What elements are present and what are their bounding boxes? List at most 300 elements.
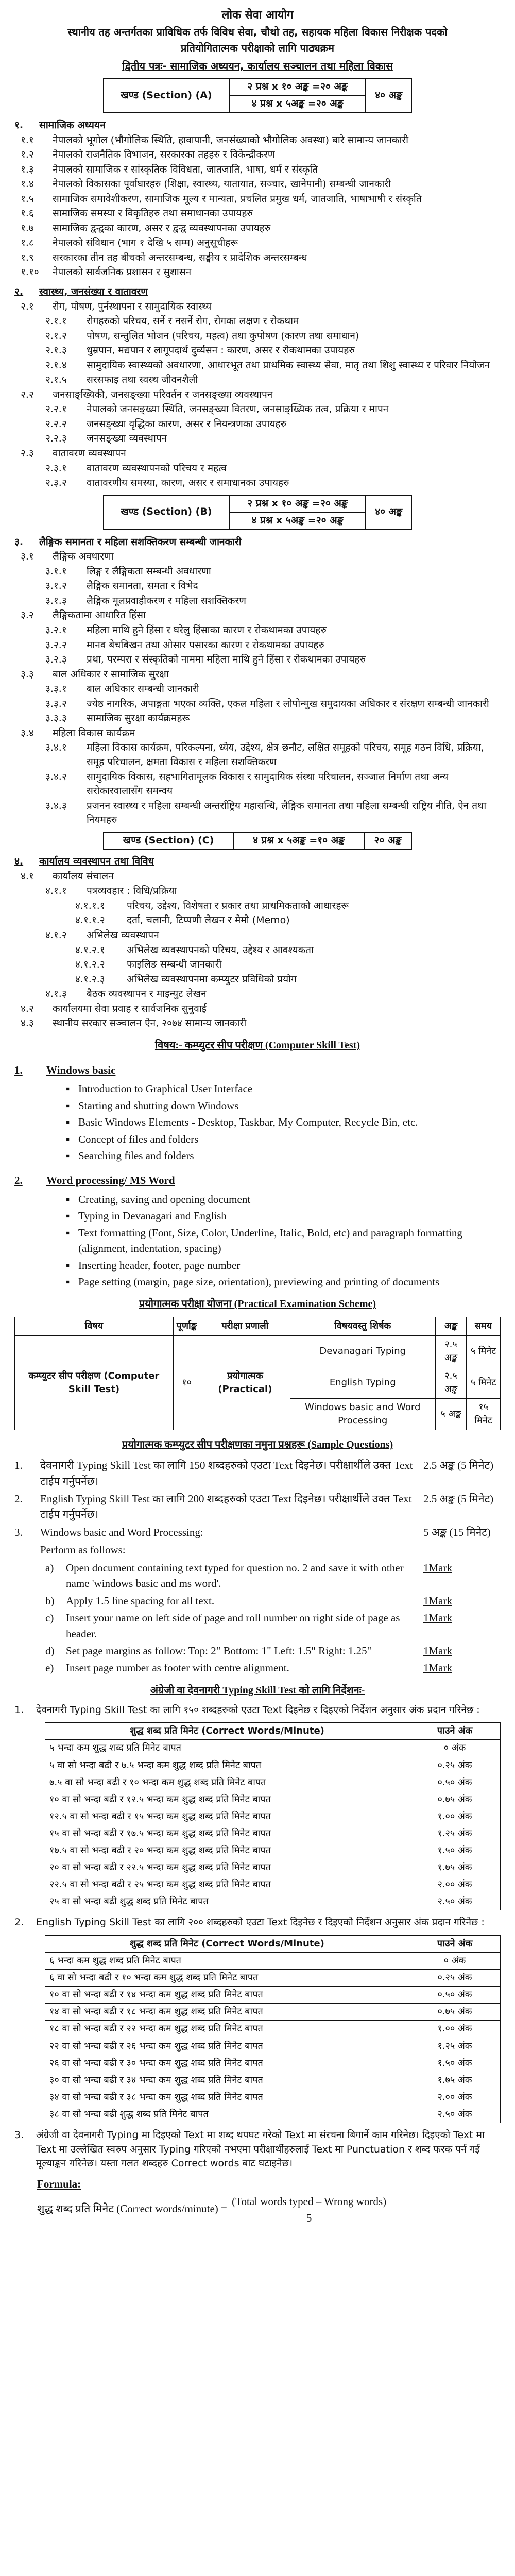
section-b-table: [103, 495, 412, 530]
wpm-range: ६ भन्दा कम शुद्ध शब्द प्रति मिनेट बापत: [45, 1953, 409, 1970]
sub-marks: 1Mark: [423, 1644, 452, 1657]
topic-item: [14, 899, 501, 913]
topic-text: लैङ्गिक अवधारणा: [53, 551, 114, 563]
topic-text: सामुदायिक विकास, सहभागितामूलक विकास र सामुदायिक संस्था परिचालन, सञ्जाल निर्माण तथा अन्य सरोकारवालासँग समन्वय: [87, 771, 449, 797]
topic-list-part-2: [14, 535, 501, 827]
sub-marks: 1Mark: [423, 1561, 452, 1574]
section-b-total: ४० अङ्क: [366, 495, 411, 530]
topic-item: [14, 884, 501, 899]
topic-number: ४.१.२.२: [75, 959, 105, 971]
devanagari-intro: [14, 1703, 501, 1718]
topic-item: [14, 870, 501, 884]
scheme-header: समय: [467, 1317, 501, 1335]
topic-item: [14, 285, 501, 299]
topic-number: ३.४.२: [45, 771, 67, 783]
topic-number: ३.२.३: [45, 654, 67, 666]
topic-number: ४.१.३: [45, 988, 67, 1000]
question-number: 2.: [14, 1493, 23, 1505]
topic-number: १.८: [21, 237, 34, 249]
para-text: देवनागरी Typing Skill Test का लागि १५० शब्दहरुको एउटा Text दिइनेछ र दिइएको निर्देशन अनुसार अंक प्रदान गरिनेछ :: [36, 1704, 480, 1716]
header-line-2: प्रतियोगितात्मक परीक्षाको लागि पाठ्यक्रम: [181, 41, 334, 54]
wpm-marks: ० अंक: [409, 1953, 501, 1970]
wpm-marks: १.५० अंक: [409, 2055, 501, 2072]
topic-item: [14, 476, 501, 490]
topic-item: [14, 300, 501, 314]
topic-text: अभिलेख व्यवस्थापनको परिचय, उद्देश्य र आवश्यकता: [127, 944, 314, 956]
table-row: [45, 2089, 501, 2106]
wpm-range: १५ वा सो भन्दा बढी र १७.५ भन्दा कम शुद्ध शब्द प्रति मिनेट बापत: [45, 1825, 409, 1842]
topic-text: बाल अधिकार सम्बन्धी जानकारी: [87, 683, 199, 695]
wpm-marks: १.०० अंक: [409, 2021, 501, 2038]
topic-text: वातावरणीय समस्या, कारण, असर र समाधानका उपायहरु: [87, 477, 289, 489]
topic-text: सामाजिक समस्या र विकृतिहरु तथा समाधानका उपायहरु: [53, 208, 253, 219]
scheme-header: परीक्षा प्रणाली: [200, 1317, 290, 1335]
question-text: देवनागरी Typing Skill Test का लागि 150 शब्दहरुको एउटा Text दिइनेछ। परीक्षार्थीले उक्त Text टाईप गर्नुपर्नेछ।: [40, 1459, 413, 1487]
section-a-row1: २ प्रश्न x १० अङ्क =२० अङ्क: [229, 78, 366, 96]
wpm-range: २५ वा सो भन्दा बढी शुद्ध शब्द प्रति मिनेट बापत: [45, 1893, 409, 1910]
final-paragraph: [14, 2128, 501, 2171]
topic-text: कार्यालय व्यवस्थापन तथा विविध: [39, 856, 154, 868]
topic-item: [14, 770, 501, 799]
topic-item: [14, 973, 501, 987]
topic-item: [14, 682, 501, 697]
topic-number: ४.१: [21, 870, 34, 882]
section-number: 1.: [14, 1063, 23, 1076]
topic-text: वातावरण व्यवस्थापन: [53, 448, 126, 460]
formula-label: Formula:: [37, 2177, 81, 2190]
topic-list-part-3: [14, 855, 501, 1031]
wpm-range: २६ वा सो भन्दा बढी र ३० भन्दा कम शुद्ध शब्द प्रति मिनेट बापत: [45, 2055, 409, 2072]
topic-text: ज्येष्ठ नागरिक, अपाङ्गता भएका व्यक्ति, एकल महिला र लोपोन्मुख समुदायका अधिकार र संरक्षण सम्बन्धी जानकारी: [87, 698, 489, 709]
para-text: English Typing Skill Test का लागि २०० शब्दहरुको एउटा Text दिइनेछ र दिइएको निर्देशन अनुसार अंक प्रदान गरिनेछ :: [36, 1917, 485, 1928]
wpm-range: २२ वा सो भन्दा बढी र २६ भन्दा कम शुद्ध शब्द प्रति मिनेट बापत: [45, 2038, 409, 2055]
topic-item: [14, 417, 501, 432]
english-wpm-table: [45, 1935, 501, 2123]
topic-text: जनसङ्ख्या व्यवस्थापन: [87, 433, 167, 445]
topic-item: [14, 118, 501, 133]
scheme-time: १५ मिनेट: [467, 1398, 501, 1430]
table-row: [45, 1842, 501, 1859]
topic-item: [14, 987, 501, 1002]
topic-item: [14, 855, 501, 869]
wpm-range: २० वा सो भन्दा बढी र २२.५ भन्दा कम शुद्ध शब्द प्रति मिनेट बापत: [45, 1859, 409, 1876]
topic-item: [14, 177, 501, 192]
topic-text: मानव बेचबिखन तथा ओसार पसारका कारण र रोकथामका उपायहरु: [87, 639, 324, 651]
scheme-subject: कम्प्युटर सीप परीक्षण (Computer Skill Test): [15, 1335, 174, 1430]
computer-section-heading: [14, 1173, 501, 1188]
header-line-1: स्थानीय तह अन्तर्गतका प्राविधिक तर्फ विविध सेवा, चौथो तह, सहायक महिला विकास निरीक्षक पदको: [67, 25, 448, 38]
question-marks: 2.5 अङ्क (5 मिनेट): [423, 1459, 494, 1472]
topic-number: २.१.३: [45, 345, 67, 357]
wpm-range: ५ वा सो भन्दा बढी र ७.५ भन्दा कम शुद्ध शब्द प्रति मिनेट बापत: [45, 1757, 409, 1774]
topic-number: १.५: [21, 193, 34, 205]
topic-text: सामाजिक द्वन्द्वका कारण, असर र द्वन्द्व व्यवस्थापनका उपायहरु: [53, 222, 271, 234]
question-text: English Typing Skill Test का लागि 200 शब्दहरुको एउटा Text दिइनेछ। परीक्षार्थीले उक्त Text टाईप गर्नुपर्नेछ।: [40, 1493, 412, 1521]
topic-number: २.३.२: [45, 477, 67, 489]
topic-number: १.१०: [21, 266, 39, 278]
wpm-range: ३८ वा सो भन्दा बढी शुद्ध शब्द प्रति मिनेट बापत: [45, 2106, 409, 2123]
section-c-table: [103, 832, 412, 850]
bullet-item: ▪ Starting and shutting down Windows: [66, 1098, 501, 1113]
bullet-list: [66, 1081, 501, 1163]
sub-question: [45, 1560, 501, 1591]
topic-number: २.२: [21, 388, 34, 400]
topic-item: [14, 697, 501, 711]
section-a-table: [103, 78, 412, 113]
topic-item: [14, 373, 501, 387]
topic-number: २.: [14, 286, 24, 297]
table-row: [45, 1825, 501, 1842]
topic-number: ३.२.२: [45, 639, 67, 651]
topic-number: १.: [14, 119, 24, 131]
bullet-item: ▪ Concept of files and folders: [66, 1131, 501, 1147]
sub-question: [45, 1643, 501, 1658]
english-intro: [14, 1916, 501, 1930]
scheme-topic: Windows basic and Word Processing: [290, 1398, 435, 1430]
topic-number: ४.२: [21, 1003, 34, 1014]
computer-skill-title: विषय:- कम्प्युटर सीप परीक्षण (Computer Skill Test): [154, 1039, 360, 1051]
topic-text: स्थानीय सरकार सञ्चालन ऐन, २०७४ सामान्य जानकारी: [53, 1018, 247, 1029]
table-row: [45, 1774, 501, 1791]
scheme-header: विषय: [15, 1317, 174, 1335]
org-title: लोक सेवा आयोग: [221, 9, 294, 22]
topic-text: प्रजनन स्वास्थ्य र महिला सम्बन्धी अन्तर्राष्ट्रिय महासन्धि, लैङ्गिक समानता तथा महिला सम्बन्धी राष्ट्रिय नीति, ऐन तथा नियमहरु: [87, 800, 487, 826]
table-row: [45, 1808, 501, 1825]
topic-item: [14, 550, 501, 564]
topic-text: नेपालको भूगोल (भौगोलिक स्थिति, हावापानी, जनसंख्याको भौगोलिक अवस्था) बारे सामान्य जानकारी: [53, 134, 409, 146]
wpm-header: पाउने अंक: [409, 1723, 501, 1740]
topic-item: [14, 462, 501, 476]
wpm-marks: ०.२५ अंक: [409, 1757, 501, 1774]
wpm-range: १२.५ वा सो भन्दा बढी र १५ भन्दा कम शुद्ध शब्द प्रति मिनेट बापत: [45, 1808, 409, 1825]
topic-text: जनसाङ्ख्यिकी, जनसङ्ख्या परिवर्तन र जनसङ्ख्या व्यवस्थापन: [53, 388, 273, 400]
sub-text: Apply 1.5 line spacing for all text.: [66, 1594, 215, 1607]
sub-text: Insert page number as footer with centre alignment.: [66, 1662, 289, 1674]
wpm-marks: १.२५ अंक: [409, 2038, 501, 2055]
topic-number: ३.३.१: [45, 683, 67, 695]
wpm-range: २२.५ वा सो भन्दा बढी र २५ भन्दा कम शुद्ध शब्द प्रति मिनेट बापत: [45, 1876, 409, 1893]
para-number: 2.: [14, 1917, 24, 1928]
bullet-item: ▪ Introduction to Graphical User Interface: [66, 1081, 501, 1096]
topic-number: १.४: [21, 178, 34, 190]
scheme-marks: ५ अङ्क: [435, 1398, 467, 1430]
topic-text: रोग, पोषण, पुर्नस्थापना र सामुदायिक स्वास्थ्य: [53, 300, 212, 312]
topic-text: स्वास्थ्य, जनसंख्या र वातावरण: [39, 286, 148, 297]
table-row: [45, 1893, 501, 1910]
sub-number: d): [45, 1644, 55, 1657]
scheme-header: विषयवस्तु शिर्षक: [290, 1317, 435, 1335]
topic-text: लिङ्ग र लैङ्गिकता सम्बन्धी अवधारणा: [87, 565, 211, 577]
wpm-marks: १.०० अंक: [409, 1808, 501, 1825]
wpm-range: १० वा सो भन्दा बढी र १२.५ भन्दा कम शुद्ध शब्द प्रति मिनेट बापत: [45, 1791, 409, 1808]
wpm-range: १८ वा सो भन्दा बढी र २२ भन्दा कम शुद्ध शब्द प्रति मिनेट बापत: [45, 2021, 409, 2038]
wpm-marks: ०.५० अंक: [409, 1987, 501, 2004]
topic-number: २.२.२: [45, 418, 67, 430]
formula-block: [37, 2176, 501, 2226]
topic-text: पत्रव्यवहार : विधि/प्रक्रिया: [87, 885, 177, 897]
wpm-marks: ०.५० अंक: [409, 1774, 501, 1791]
sub-marks: 1Mark: [423, 1594, 452, 1607]
topic-number: ४.१.१: [45, 885, 67, 897]
topic-text: कार्यालय संचालन: [53, 870, 114, 882]
topic-number: ३.१.१: [45, 565, 67, 577]
topic-number: ४.१.२: [45, 929, 67, 941]
topic-item: [14, 653, 501, 667]
sub-marks: 1Mark: [423, 1662, 452, 1674]
topic-item: [14, 726, 501, 741]
topic-item: [14, 402, 501, 417]
topic-number: ३.४.१: [45, 742, 67, 754]
topic-item: [14, 251, 501, 265]
question-marks: 2.5 अङ्क (5 मिनेट): [423, 1493, 494, 1505]
topic-number: १.१: [21, 134, 34, 146]
table-row: [45, 1970, 501, 1987]
topic-item: [14, 928, 501, 943]
topic-number: ३.३: [21, 668, 34, 680]
computer-skill-sections: [14, 1062, 501, 1290]
scheme-marks: २.५ अङ्क: [435, 1335, 467, 1367]
topic-text: सामुदायिक स्वास्थ्यको अवधारणा, आधारभूत तथा प्राथमिक स्वास्थ्य सेवा, मातृ तथा शिशु स्वास्थ्य र परिवार नियोजन: [87, 359, 490, 371]
topic-number: २.१: [21, 300, 34, 312]
topic-text: नेपालको राजनैतिक विभाजन, सरकारका तहहरु र विकेन्द्रीकरण: [53, 149, 275, 161]
topic-text: बाल अधिकार र सामाजिक सुरक्षा: [53, 668, 169, 680]
topic-item: [14, 579, 501, 594]
section-title: Word processing/ MS Word: [46, 1174, 175, 1187]
topic-text: दर्ता, चलानी, टिप्पणी लेखन र मेमो (Memo): [127, 914, 290, 926]
topic-item: [14, 1002, 501, 1016]
table-row: [45, 2021, 501, 2038]
topic-text: नेपालको संविधान (भाग १ देखि ५ सम्म) अनुसूचीहरू: [53, 237, 238, 249]
topic-number: ३.४.३: [45, 800, 67, 811]
sample-title: प्रयोगात्मक कम्प्युटर सीप परीक्षणका नमुना प्रश्नहरू (Sample Questions): [122, 1439, 393, 1451]
sample-question-1: [14, 1458, 501, 1489]
sub-number: e): [45, 1662, 54, 1674]
topic-number: ४.१.१.२: [75, 914, 105, 926]
sub-text: Set page margins as follow: Top: 2" Bottom: 1" Left: 1.5" Right: 1.25": [66, 1644, 372, 1657]
topic-item: [14, 222, 501, 236]
sub-text: Open document containing text typed for question no. 2 and save it with other name 'windows basic and ms word'.: [66, 1561, 404, 1590]
topic-number: २.१.४: [45, 359, 67, 371]
topic-text: सरकारका तीन तह बीचको अन्तरसम्बन्ध, सङ्घीय र प्रादेशिक अन्तरसम्बन्ध: [53, 251, 307, 263]
scheme-title: प्रयोगात्मक परीक्षा योजना (Practical Examination Scheme): [139, 1298, 376, 1310]
topic-number: ३.२.१: [45, 624, 67, 636]
topic-item: [14, 668, 501, 682]
topic-number: ३.१.३: [45, 595, 67, 606]
table-row: [45, 2004, 501, 2021]
sample-question-3: [14, 1524, 501, 1540]
section-a-row2: ४ प्रश्न x ५अङ्क =२० अङ्क: [229, 95, 366, 113]
topic-number: ३.४: [21, 727, 34, 739]
topic-text: वातावरण व्यवस्थापनको परिचय र महत्व: [87, 462, 227, 474]
wpm-marks: १.७५ अंक: [409, 1859, 501, 1876]
scheme-full-marks: १०: [173, 1335, 200, 1430]
topic-text: प्रथा, परम्परा र संस्कृतिको नाममा महिला माथि हुने हिंसा र रोकथामका उपायहरु: [87, 654, 366, 666]
section-c-row1: ४ प्रश्न x ५अङ्क =१० अङ्क: [233, 832, 364, 850]
topic-text: महिला विकास कार्यक्रम: [53, 727, 135, 739]
wpm-marks: २.५० अंक: [409, 2106, 501, 2123]
wpm-range: ५ भन्दा कम शुद्ध शब्द प्रति मिनेट बापत: [45, 1740, 409, 1757]
topic-text: नेपालको विकासका पूर्वाधारहरु (शिक्षा, स्वास्थ्य, यातायात, सञ्चार, खानेपानी) सम्बन्धी जानकारी: [53, 178, 391, 190]
topic-number: २.३.१: [45, 462, 67, 474]
wpm-marks: २.०० अंक: [409, 1876, 501, 1893]
scheme-topic: English Typing: [290, 1367, 435, 1398]
topic-number: ४.१.१.१: [75, 900, 105, 911]
scheme-marks: २.५ अङ्क: [435, 1367, 467, 1398]
topic-item: [14, 344, 501, 358]
wpm-marks: २.०० अंक: [409, 2089, 501, 2106]
table-row: [45, 1740, 501, 1757]
topic-text: कार्यालयमा सेवा प्रवाह र सार्वजनिक सुनुवाई: [53, 1003, 207, 1014]
wpm-marks: ० अंक: [409, 1740, 501, 1757]
topic-item: [14, 447, 501, 461]
sub-number: a): [45, 1561, 54, 1574]
bullet-item: ▪ Text formatting (Font, Size, Color, Underline, Italic, Bold, etc) and paragraph formatting (alignment, indentation, spacing): [66, 1225, 501, 1257]
section-title: Windows basic: [46, 1063, 116, 1076]
devanagari-wpm-table: [45, 1722, 501, 1910]
wpm-marks: १.७५ अंक: [409, 2072, 501, 2089]
table-row: [45, 1987, 501, 2004]
para-number: 1.: [14, 1704, 24, 1716]
topic-number: ४.: [14, 856, 24, 868]
topic-text: फाइलिङ सम्बन्धी जानकारी: [127, 959, 222, 971]
section-a-label: खण्ड (Section) (A): [104, 78, 229, 113]
topic-text: परिचय, उद्देश्य, विशेषता र प्रकार तथा प्राथमिकताको आधारहरू: [127, 900, 349, 911]
wpm-marks: ०.७५ अंक: [409, 2004, 501, 2021]
scheme-system: प्रयोगात्मक (Practical): [200, 1335, 290, 1430]
scheme-time: ५ मिनेट: [467, 1335, 501, 1367]
formula-lhs: शुद्ध शब्द प्रति मिनेट (Correct words/minute) =: [37, 2202, 227, 2215]
topic-number: १.९: [21, 251, 34, 263]
topic-text: सामाजिक समावेशीकरण, सामाजिक मूल्य र मान्यता, प्रचलित प्रमुख धर्म, जातजाति, भाषाभाषी र संस्कृति: [53, 193, 422, 205]
topic-item: [14, 943, 501, 958]
topic-number: ३.१.२: [45, 580, 67, 592]
formula-numerator: (Total words typed – Wrong words): [230, 2194, 388, 2210]
sub-number: c): [45, 1612, 54, 1624]
wpm-marks: १.२५ अंक: [409, 1825, 501, 1842]
topic-number: ३.१: [21, 551, 34, 563]
section-c-label: खण्ड (Section) (C): [104, 832, 233, 850]
topic-item: [14, 799, 501, 827]
topic-text: सामाजिक सुरक्षा कार्यक्रमहरू: [87, 713, 190, 724]
bullet-item: ▪ Typing in Devanagari and English: [66, 1208, 501, 1224]
topic-text: नेपालको सार्वजनिक प्रशासन र सुशासन: [53, 266, 192, 278]
question-marks: 5 अङ्क (15 मिनेट): [423, 1526, 491, 1538]
scheme-header: अङ्क: [435, 1317, 467, 1335]
bullet-item: ▪ Page setting (margin, page size, orientation), previewing and printing of documents: [66, 1274, 501, 1290]
topic-item: [14, 594, 501, 608]
topic-number: २.२.१: [45, 403, 67, 415]
topic-number: ३.: [14, 536, 24, 548]
question-number: 1.: [14, 1459, 23, 1472]
question-text: Windows basic and Word Processing:: [40, 1526, 203, 1538]
topic-text: लैङ्गिक समानता, समता र विभेद: [87, 580, 198, 592]
sub-question: [45, 1593, 501, 1608]
section-b-row2: ४ प्रश्न x ५अङ्क =२० अङ्क: [229, 512, 366, 530]
topic-number: १.६: [21, 208, 34, 219]
formula-denominator: 5: [306, 2211, 312, 2224]
computer-section-heading: [14, 1062, 501, 1078]
wpm-range: ३४ वा सो भन्दा बढी र ३८ भन्दा कम शुद्ध शब्द प्रति मिनेट बापत: [45, 2089, 409, 2106]
topic-number: ३.३.२: [45, 698, 67, 709]
topic-text: नेपालको जनसङ्ख्या स्थिति, जनसङ्ख्या वितरण, जनसाङ्ख्यिक तत्व, प्रक्रिया र मापन: [87, 403, 389, 415]
sub-questions: [14, 1560, 501, 1676]
para-number: 3.: [14, 2129, 24, 2141]
topic-text: बैठक व्यवस्थापन र माइन्युट लेखन: [87, 988, 207, 1000]
sub-text: Insert your name on left side of page and roll number on right side of page as header.: [66, 1612, 400, 1640]
topic-number: ३.२: [21, 609, 34, 621]
topic-item: [14, 608, 501, 623]
topic-text: लैङ्गिकतामा आधारित हिंसा: [53, 609, 146, 621]
topic-item: [14, 565, 501, 579]
topic-item: [14, 148, 501, 162]
topic-text: जनसङ्ख्या वृद्धिका कारण, असर र नियन्त्रणका उपायहरु: [87, 418, 287, 430]
wpm-range: १७.५ वा सो भन्दा बढी र २० भन्दा कम शुद्ध शब्द प्रति मिनेट बापत: [45, 1842, 409, 1859]
topic-item: [14, 359, 501, 373]
wpm-header: शुद्ध शब्द प्रति मिनेट (Correct Words/Minute): [45, 1935, 409, 1952]
topic-number: २.१.२: [45, 330, 67, 342]
sample-question-2: [14, 1491, 501, 1522]
scheme-header: पूर्णाङ्क: [173, 1317, 200, 1335]
topic-number: ३.३.३: [45, 713, 67, 724]
scheme-table: [14, 1317, 501, 1430]
topic-text: नेपालको सामाजिक र सांस्कृतिक विविधता, जातजाति, भाषा, धर्म र संस्कृति: [53, 163, 318, 175]
table-row: [45, 1757, 501, 1774]
table-row: [45, 2106, 501, 2123]
table-row: [45, 1859, 501, 1876]
wpm-marks: ०.२५ अंक: [409, 1970, 501, 1987]
topic-item: [14, 958, 501, 972]
table-row: [45, 2055, 501, 2072]
wpm-header: शुद्ध शब्द प्रति मिनेट (Correct Words/Minute): [45, 1723, 409, 1740]
topic-item: [14, 236, 501, 250]
section-b-label: खण्ड (Section) (B): [104, 495, 229, 530]
topic-number: ४.३: [21, 1018, 34, 1029]
topic-text: धुम्रपान, मद्यपान र लागूपदार्थ दुर्व्यसन : कारण, असर र रोकथामका उपायहरु: [87, 345, 355, 357]
bullet-item: ▪ Creating, saving and opening document: [66, 1192, 501, 1207]
topic-item: [14, 623, 501, 638]
topic-text: महिला माथि हुने हिंसा र घरेलु हिंसाका कारण र रोकथामका उपायहरु: [87, 624, 327, 636]
bullet-list: [66, 1192, 501, 1290]
topic-number: २.२.३: [45, 433, 67, 445]
topic-number: १.३: [21, 163, 34, 175]
sub-question: [45, 1610, 501, 1641]
wpm-marks: १.५० अंक: [409, 1842, 501, 1859]
wpm-header: पाउने अंक: [409, 1935, 501, 1952]
topic-number: २.१.५: [45, 374, 67, 386]
topic-number: ४.१.२.१: [75, 944, 105, 956]
topic-list-part-1: [14, 118, 501, 490]
topic-item: [14, 192, 501, 207]
scheme-time: ५ मिनेट: [467, 1367, 501, 1398]
topic-text: पोषण, सन्तुलित भोजन (परिचय, महत्व) तथा कुपोषण (कारण तथा समाधान): [87, 330, 359, 342]
section-c-total: २० अङ्क: [364, 832, 411, 850]
scheme-topic: Devanagari Typing: [290, 1335, 435, 1367]
topic-item: [14, 133, 501, 148]
topic-item: [14, 741, 501, 769]
table-row: [45, 2038, 501, 2055]
topic-text: रोगहरुको परिचय, सर्ने र नसर्ने रोग, रोगका लक्षण र रोकथाम: [87, 315, 299, 327]
perform-line: [14, 1542, 501, 1557]
perform-text: Perform as follows:: [40, 1544, 126, 1556]
wpm-range: ३० वा सो भन्दा बढी र ३४ भन्दा कम शुद्ध शब्द प्रति मिनेट बापत: [45, 2072, 409, 2089]
wpm-marks: २.५० अंक: [409, 1893, 501, 1910]
topic-text: लैङ्गिक मूलप्रवाहीकरण र महिला सशक्तिकरण: [87, 595, 246, 606]
topic-item: [14, 265, 501, 280]
bullet-item: ▪ Searching files and folders: [66, 1148, 501, 1163]
topic-item: [14, 432, 501, 446]
topic-text: महिला विकास कार्यक्रम, परिकल्पना, ध्येय, उद्देश्य, क्षेत्र छनौट, लक्षित समूहको परिचय, समूह गठन विधि, प्रक्रिया, समूह परिचालन, क्षमता विकास र महिला सशक्तिकरण: [87, 742, 484, 768]
table-row: [45, 1791, 501, 1808]
